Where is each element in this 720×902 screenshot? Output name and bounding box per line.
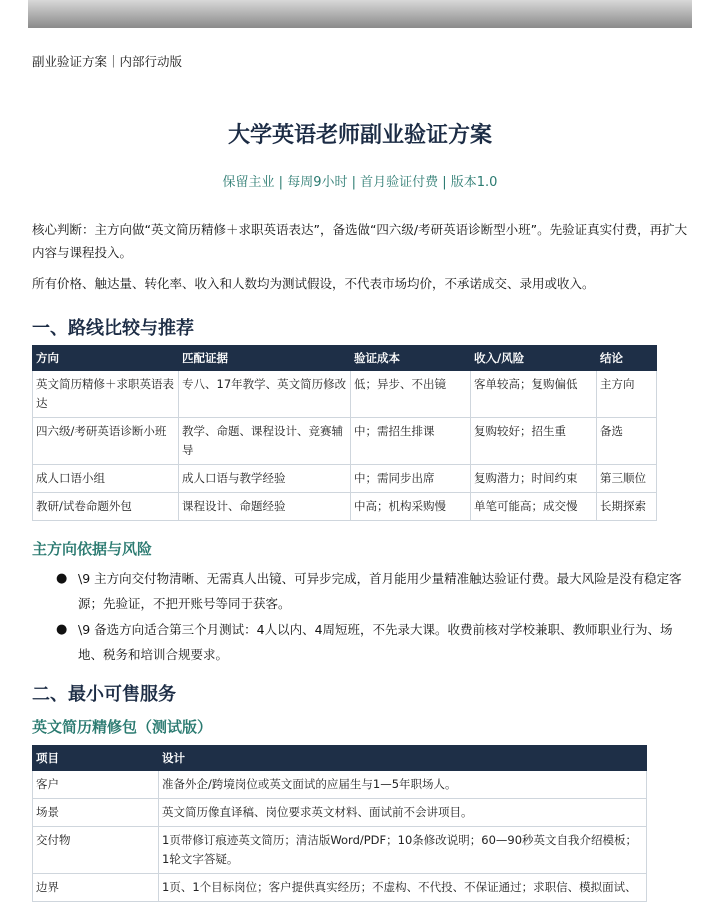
- mvp-table: [32, 745, 647, 902]
- table-cell: 复购较好；招生重: [471, 418, 597, 465]
- table-header-cell: 匹配证据: [179, 346, 351, 371]
- table-row: [33, 771, 647, 799]
- section-heading-rationale: 主方向依据与风险: [32, 540, 153, 558]
- table-cell: 客户: [33, 771, 159, 799]
- table-row: [33, 874, 647, 902]
- table-cell: 交付物: [33, 827, 159, 874]
- table-cell: 单笔可能高；成交慢: [471, 493, 597, 521]
- doc-title: 大学英语老师副业验证方案: [227, 123, 492, 148]
- list-item-text: \9 主方向交付物清晰、无需真人出镜、可异步完成，首月能用少量精准触达验证付费。最大风险是没有稳定客源；先验证，不把开账号等同于获客。: [78, 571, 682, 611]
- table-row: [33, 418, 657, 465]
- bullet-dot-icon: ●: [56, 622, 68, 637]
- table-row: [33, 493, 657, 521]
- list-item-text: \9 备选方向适合第三个月测试：4人以内、4周短班，不先录大课。收费前核对学校兼职、教师职业行为、场地、税务和培训合规要求。: [78, 622, 673, 662]
- table-header-row: [33, 346, 657, 371]
- table-row: [33, 371, 657, 418]
- table-header-cell: 结论: [597, 346, 657, 371]
- table-row: [33, 465, 657, 493]
- doc-subtitle: 保留主业 | 每周9小时 | 首月验证付费 | 版本1.0: [222, 175, 498, 190]
- table-cell: 复购潜力；时间约束: [471, 465, 597, 493]
- table-cell: 备选: [597, 418, 657, 465]
- table-cell: 1页、1个目标岗位；客户提供真实经历；不虚构、不代投、不保证通过；求职信、模拟面试、: [159, 874, 647, 902]
- table-row: [33, 799, 647, 827]
- doc-header-label: 副业验证方案｜内部行动版: [32, 54, 183, 69]
- top-scrollbar-strip: [28, 0, 692, 28]
- table-cell: 成人口语与教学经验: [179, 465, 351, 493]
- table-cell: 准备外企/跨境岗位或英文面试的应届生与1—5年职场人。: [159, 771, 647, 799]
- section-heading-mvp: 二、最小可售服务: [32, 684, 176, 705]
- table-cell: 第三顺位: [597, 465, 657, 493]
- table-cell: 英文简历像直译稿、岗位要求英文材料、面试前不会讲项目。: [159, 799, 647, 827]
- table-cell: 低；异步、不出镜: [351, 371, 471, 418]
- table-header-cell: 设计: [159, 746, 647, 771]
- table-cell: 长期探索: [597, 493, 657, 521]
- intro-paragraph-2: 所有价格、触达量、转化率、收入和人数均为测试假设，不代表市场均价，不承诺成交、录用或收入。: [32, 276, 595, 291]
- table-cell: 边界: [33, 874, 159, 902]
- table-cell: 场景: [33, 799, 159, 827]
- table-cell: 成人口语小组: [33, 465, 179, 493]
- table-cell: 课程设计、命题经验: [179, 493, 351, 521]
- table-header-cell: 验证成本: [351, 346, 471, 371]
- table-cell: 专八、17年教学、英文简历修改: [179, 371, 351, 418]
- table-cell: 中；需招生排课: [351, 418, 471, 465]
- bullet-dot-icon: ●: [56, 571, 68, 586]
- table-header-cell: 收入/风险: [471, 346, 597, 371]
- list-item: [56, 566, 686, 616]
- intro-paragraph-1: 核心判断：主方向做“英文简历精修＋求职英语表达”，备选做“四六级/考研英语诊断型小班”。先验证真实付费，再扩大内容与课程投入。: [32, 222, 688, 260]
- table-cell: 中高；机构采购慢: [351, 493, 471, 521]
- table-header-cell: 方向: [33, 346, 179, 371]
- subsection-heading-resume-package: 英文简历精修包（测试版）: [32, 718, 213, 736]
- routes-table: [32, 345, 657, 521]
- table-cell: 四六级/考研英语诊断小班: [33, 418, 179, 465]
- table-row: [33, 827, 647, 874]
- section-heading-routes: 一、路线比较与推荐: [32, 318, 194, 339]
- table-cell: 1页带修订痕迹英文简历；清洁版Word/PDF；10条修改说明；60—90秒英文自我介绍模板；1轮文字答疑。: [159, 827, 647, 874]
- table-cell: 教研/试卷命题外包: [33, 493, 179, 521]
- table-header-row: [33, 746, 647, 771]
- table-cell: 教学、命题、课程设计、竞赛辅导: [179, 418, 351, 465]
- table-cell: 中；需同步出席: [351, 465, 471, 493]
- table-cell: 客单较高；复购偏低: [471, 371, 597, 418]
- table-cell: 主方向: [597, 371, 657, 418]
- table-header-cell: 项目: [33, 746, 159, 771]
- table-cell: 英文简历精修＋求职英语表达: [33, 371, 179, 418]
- list-item: [56, 617, 686, 667]
